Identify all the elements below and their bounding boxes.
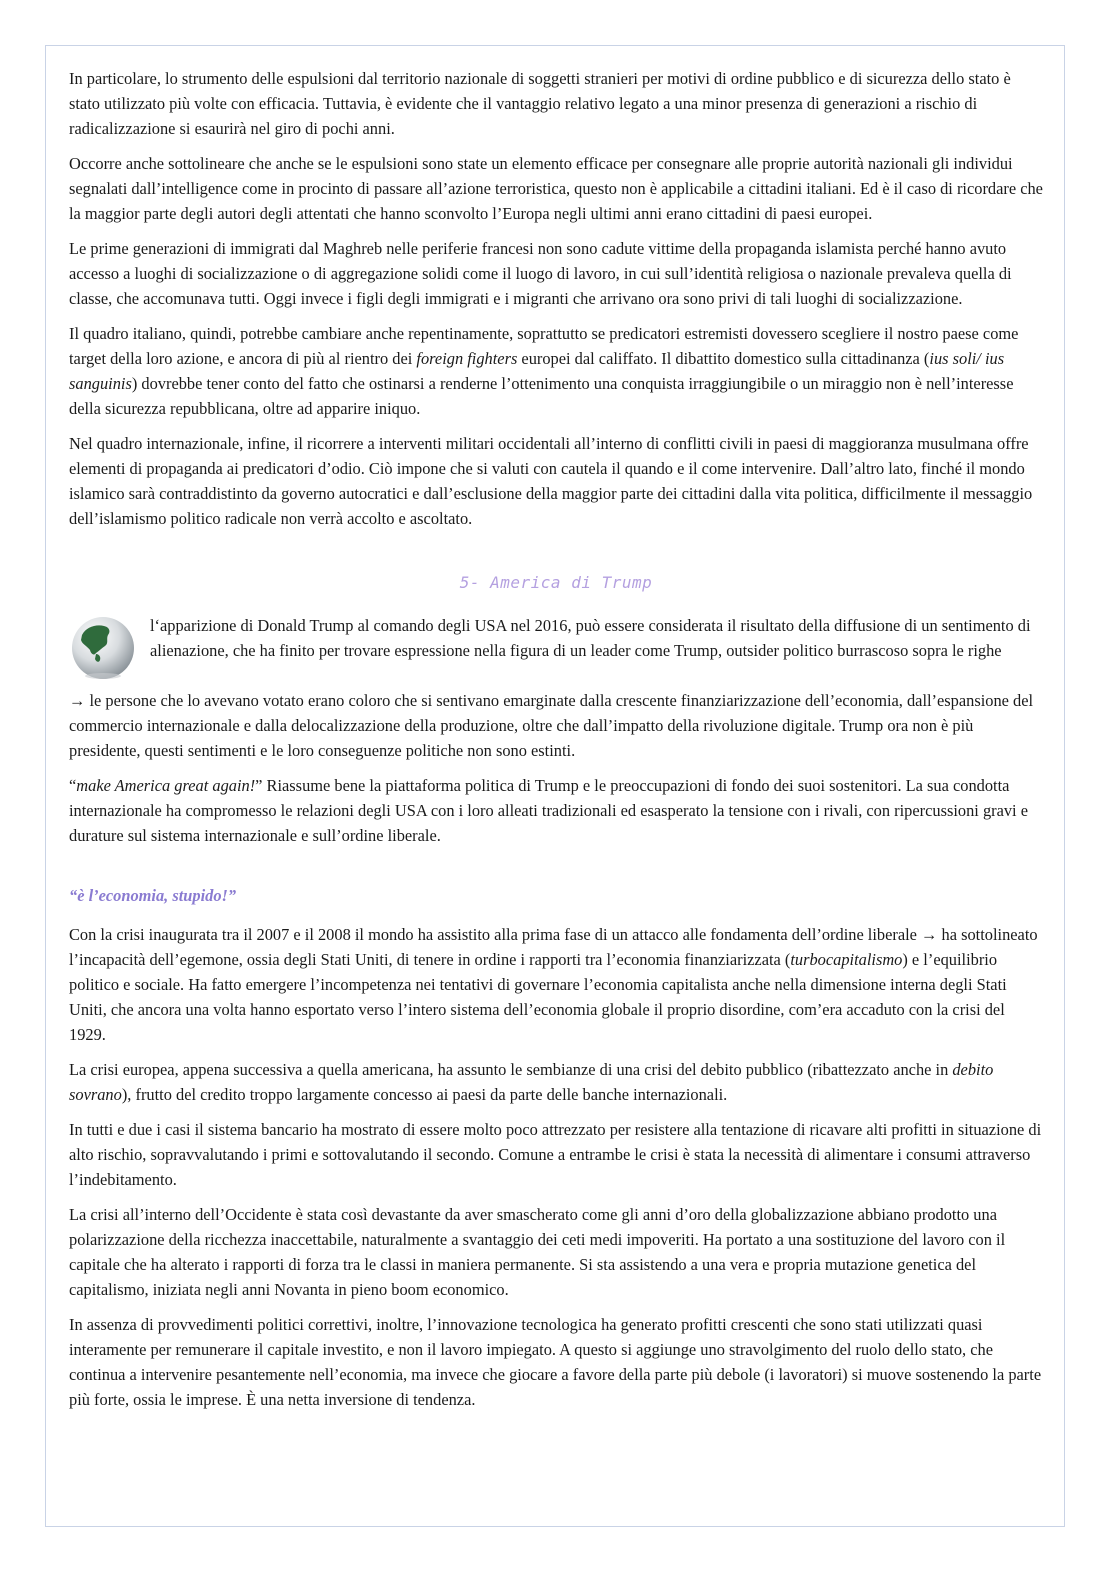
paragraph-sistema-bancario: In tutti e due i casi il sistema bancario ha mostrato di essere molto poco attrezzato per resistere alla tentazione di ricavare alti profitti in situazione di alto rischio, sopravvalutando i primi e sottovalutando il secondo. Comune a entrambe le crisi è stata la necessità di alimentare i consumi attraverso l’indebitamento. bbox=[69, 1120, 1042, 1189]
document-body bbox=[69, 66, 1043, 1422]
paragraph-maghreb: Le prime generazioni di immigrati dal Maghreb nelle periferie francesi non sono cadute vittime della propaganda islamista perché hanno avuto accesso a luoghi di socializzazione o di aggregazione solidi come il luogo di lavoro, in cui sull’identità religiosa o nazionale prevaleva quella di classe, che accomunava tutti. Oggi invece i figli degli immigrati e i migranti che arrivano ora sono privi di tali luoghi di socializzazione. bbox=[69, 239, 1012, 308]
paragraph-crisi-europea: La crisi europea, appena successiva a quella americana, ha assunto le sembianze di una crisi del debito pubblico (ribattezzato anche in debito sovrano), frutto del credito troppo largamente concesso ai paesi da parte delle banche internazionali. bbox=[69, 1060, 994, 1104]
subheading-economia: “è l’economia, stupido!” bbox=[69, 886, 237, 905]
globe-north-america-icon bbox=[69, 613, 137, 681]
intro-paragraph: l‘apparizione di Donald Trump al comando degli USA nel 2016, può essere considerata il risultato della diffusione di un sentimento di alienazione, che ha finito per trovare espressione nella figura di un leader come Trump, outsider politico burrascoso sopra le righe bbox=[150, 616, 1031, 660]
paragraph-arrow: → le persone che lo avevano votato erano coloro che si sentivano emarginate dalla crescente finanziarizzazione dell’economia, dall’espansione del commercio internazionale e dalla delocalizzazione della produzione, oltre che dall’impatto della rivoluzione digitale. Trump ora non è più presidente, questi sentimenti e le loro conseguenze politiche non sono estinti. bbox=[69, 691, 1034, 760]
paragraph-crisi-2008: Con la crisi inaugurata tra il 2007 e il 2008 il mondo ha assistito alla prima fase di un attacco alle fondamenta dell’ordine liberale → ha sottolineato l’incapacità dell’egemone, ossia degli Stati Uniti, di tenere in ordine i rapporti tra l’economia finanziarizzata (turbocapitalismo) e l’equilibrio politico e sociale. Ha fatto emergere l’incompetenza nei tentativi di governare l’economia capitalista anche nella dimensione interna degli Stati Uniti, che ancora una volta hanno esportato verso l’intero sistema dell’economia globale il proprio disordine, com’era accaduto con la crisi del 1929. bbox=[69, 925, 1038, 1044]
paragraph-quadro-italiano: Il quadro italiano, quindi, potrebbe cambiare anche repentinamente, soprattutto se predicatori estremisti dovessero scegliere il nostro paese come target della loro azione, e ancora di più al rientro dei foreign fighters europei dal califfato. Il dibattito domestico sulla cittadinanza (ius soli/ ius sanguinis) dovrebbe tener conto del fatto che ostinarsi a renderne l’ottenimento una conquista irraggiungibile o un miraggio non è nell’interesse della sicurezza repubblicana, oltre ad apparire iniquo. bbox=[69, 324, 1019, 418]
paragraph-espulsioni: In particolare, lo strumento delle espulsioni dal territorio nazionale di soggetti stranieri per motivi di ordine pubblico e di sicurezza dello stato è stato utilizzato più volte con efficacia. Tuttavia, è evidente che il vantaggio relativo legato a una minor presenza di generazioni a rischio di radicalizzazione si esaurirà nel giro di pochi anni. bbox=[69, 69, 1011, 138]
intro-block bbox=[69, 613, 1043, 688]
section-title: 5- America di Trump bbox=[459, 573, 653, 592]
paragraph-innovazione: In assenza di provvedimenti politici correttivi, inoltre, l’innovazione tecnologica ha generato profitti crescenti che sono stati utilizzati quasi interamente per remunerare il capitale investito, e non il lavoro impiegato. A questo si aggiunge uno stravolgimento del ruolo dello stato, che continua a intervenire pesantemente nell’economia, ma invece che giocare a favore della parte più debole (i lavoratori) si muove sostenendo la parte più forte, ossia le imprese. È una netta inversione di tendenza. bbox=[69, 1315, 1042, 1409]
paragraph-occidente: La crisi all’interno dell’Occidente è stata così devastante da aver smascherato come gli anni d’oro della globalizzazione abbiano prodotto una polarizzazione della ricchezza inaccettabile, naturalmente a svantaggio dei ceti medi impoveriti. Ha portato a una sostituzione del lavoro con il capitale che ha alterato i rapporti di forza tra le classi in maniera permanente. Si sta assistendo a una vera e propria mutazione genetica del capitalismo, iniziata negli anni Novanta in pieno boom economico. bbox=[69, 1205, 1006, 1299]
paragraph-quadro-internazionale: Nel quadro internazionale, infine, il ricorrere a interventi militari occidentali all’interno di conflitti civili in paesi di maggioranza musulmana offre elementi di propaganda ai predicatori d’odio. Ciò impone che si valuti con cautela il quando e il come intervenire. Dall’altro lato, finché il mondo islamico sarà contraddistinto da governo autocratici e dall’esclusione della maggior parte dei cittadini dalla vita politica, difficilmente il messaggio dell’islamismo politico radicale non verrà accolto e ascoltato. bbox=[69, 434, 1033, 528]
paragraph-maga: “make America great again!” Riassume bene la piattaforma politica di Trump e le preoccupazioni di fondo dei suoi sostenitori. La sua condotta internazionale ha compromesso le relazioni degli USA con i loro alleati tradizionali ed esasperato la tensione con i rivali, con ripercussioni gravi e durature sul sistema internazionale e sull’ordine liberale. bbox=[69, 776, 1028, 845]
paragraph-cittadini: Occorre anche sottolineare che anche se le espulsioni sono state un elemento efficace per consegnare alle proprie autorità nazionali gli individui segnalati dall’intelligence come in procinto di passare all’azione terroristica, questo non è applicabile a cittadini italiani. Ed è il caso di ricordare che la maggior parte degli autori degli attentati che hanno sconvolto l’Europa negli ultimi anni erano cittadini di paesi europei. bbox=[69, 154, 1043, 223]
